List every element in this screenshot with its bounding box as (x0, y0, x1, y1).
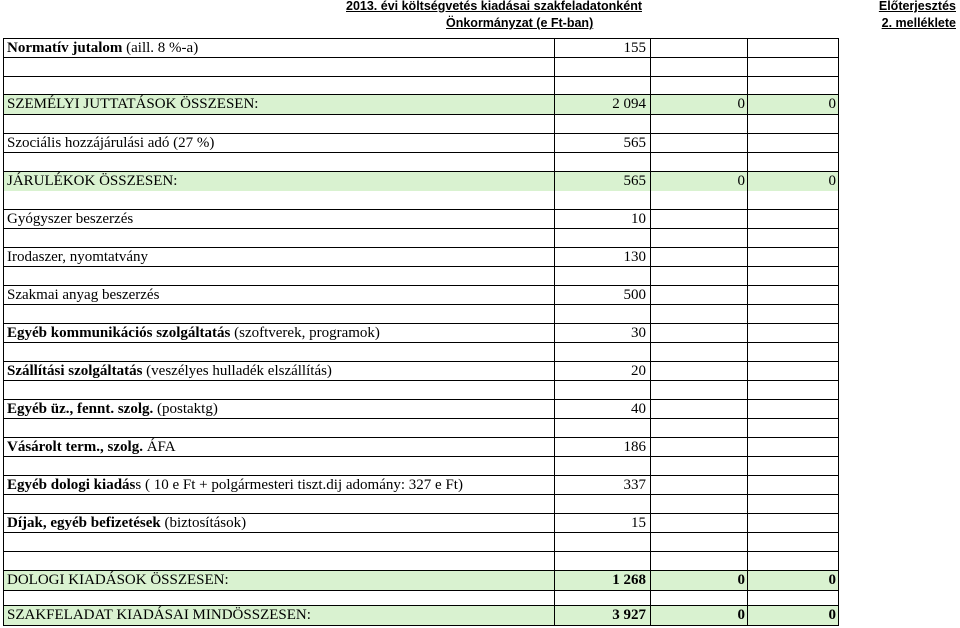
column-border (838, 38, 839, 626)
row-value-2 (651, 324, 745, 343)
row-value-3 (748, 400, 836, 419)
row-value-3: 0 (828, 572, 836, 588)
row-value-2: 0 (737, 173, 745, 189)
row-label: DOLOGI KIADÁSOK ÖSSZESEN: (7, 572, 229, 588)
table-row (4, 362, 838, 381)
row-value-3 (748, 134, 836, 153)
row-label-bold: Egyéb kommunikációs szolgáltatás (7, 325, 231, 341)
row-value-2 (651, 514, 745, 533)
row-value-3 (748, 286, 836, 305)
row-value-2 (651, 286, 745, 305)
table-row-grand-total (4, 606, 838, 625)
row-value: 565 (623, 173, 646, 189)
row-value-2 (651, 362, 745, 381)
row-value-2: 0 (737, 607, 745, 623)
row-label: Szociális hozzájárulási adó (27 %) (7, 135, 215, 151)
column-border (650, 38, 651, 626)
table-row (4, 476, 838, 495)
row-value: 20 (631, 363, 646, 379)
row-value: 565 (623, 135, 646, 151)
row-label-rest: (postaktg) (153, 401, 218, 417)
row-value-2 (651, 134, 745, 153)
row-value-3 (748, 362, 836, 381)
row-label (7, 400, 218, 419)
row-value: 500 (623, 287, 646, 303)
row-value-3 (748, 438, 836, 457)
row-value-3: 0 (828, 96, 836, 112)
row-label-rest: (szoftverek, programok) (230, 325, 380, 341)
column-border (747, 38, 748, 626)
row-value-2 (651, 248, 745, 267)
report-subtitle: Önkormányzat (e Ft-ban) (446, 16, 594, 30)
row-label-rest: ÁFA (142, 439, 176, 455)
table-row (4, 400, 838, 419)
row-value: 30 (631, 325, 646, 341)
row-label: SZAKFELADAT KIADÁSAI MINDÖSSZESEN: (7, 607, 311, 623)
row-value: 2 094 (612, 96, 646, 112)
table-row (4, 514, 838, 533)
row-label-bold: Egyéb üz., fennt. szolg. (7, 401, 154, 417)
row-label (7, 476, 463, 495)
row-value: 186 (623, 439, 646, 455)
row-label-rest: (aill. 8 %-a) (122, 40, 199, 56)
row-value-2 (651, 476, 745, 495)
row-value-3 (748, 248, 836, 267)
row-value-2 (651, 400, 745, 419)
row-value: 155 (623, 40, 646, 56)
table-row (4, 39, 838, 58)
row-value-2: 0 (737, 572, 745, 588)
row-value-3 (748, 514, 836, 533)
row-value-2 (651, 39, 745, 58)
row-label (7, 362, 332, 381)
annex-label: 2. melléklete (881, 16, 956, 30)
row-label-rest: s ( 10 e Ft + polgármesteri tiszt.dij adomány: 327 e Ft) (135, 477, 463, 493)
column-border (3, 38, 4, 626)
table-row (4, 438, 838, 457)
row-value-2 (651, 438, 745, 457)
row-value-2 (651, 210, 745, 229)
row-value-3 (748, 476, 836, 495)
row-value-2: 0 (737, 96, 745, 112)
table-row (4, 324, 838, 343)
row-label: Irodaszer, nyomtatvány (7, 249, 149, 265)
row-value-3 (748, 210, 836, 229)
row-label-bold: Szállítási szolgáltatás (7, 363, 143, 379)
row-value: 15 (631, 515, 646, 531)
row-value-3: 0 (828, 607, 836, 623)
table-row (4, 134, 838, 153)
column-border (554, 38, 555, 626)
table-row-total (4, 172, 838, 191)
row-value: 10 (631, 211, 646, 227)
divider (3, 551, 839, 552)
row-label-bold: Vásárolt term., szolg. (7, 439, 143, 455)
row-value: 1 268 (612, 572, 646, 588)
row-label: SZEMÉLYI JUTTATÁSOK ÖSSZESEN: (7, 96, 259, 112)
row-label: Szakmai anyag beszerzés (7, 287, 160, 303)
row-value-3 (748, 39, 836, 58)
table-row (4, 286, 838, 305)
row-label-bold: Egyéb dologi kiadás (7, 477, 136, 493)
row-value: 40 (631, 401, 646, 417)
row-label-rest: (biztosítások) (160, 515, 247, 531)
row-label-bold: Normatív jutalom (7, 40, 123, 56)
table-row-total (4, 571, 838, 590)
divider (3, 76, 839, 77)
row-value-3 (748, 324, 836, 343)
row-label: Gyógyszer beszerzés (7, 211, 134, 227)
row-label (7, 324, 380, 343)
row-value: 337 (623, 477, 646, 493)
row-label (7, 39, 198, 58)
row-value-3: 0 (828, 173, 836, 189)
table-row (4, 248, 838, 267)
row-value: 130 (623, 249, 646, 265)
report-title: 2013. évi költségvetés kiadásai szakfeladatonként (346, 0, 642, 13)
row-label: JÁRULÉKOK ÖSSZESEN: (7, 173, 178, 189)
table-row (4, 210, 838, 229)
expenditure-table (3, 38, 839, 626)
row-label (7, 438, 176, 457)
row-label-bold: Díjak, egyéb befizetések (7, 515, 161, 531)
submission-label: Előterjesztés (878, 0, 956, 13)
row-label (7, 514, 246, 533)
table-row-total (4, 95, 838, 114)
row-label-rest: (veszélyes hulladék elszállítás) (142, 363, 332, 379)
row-value: 3 927 (612, 607, 646, 623)
